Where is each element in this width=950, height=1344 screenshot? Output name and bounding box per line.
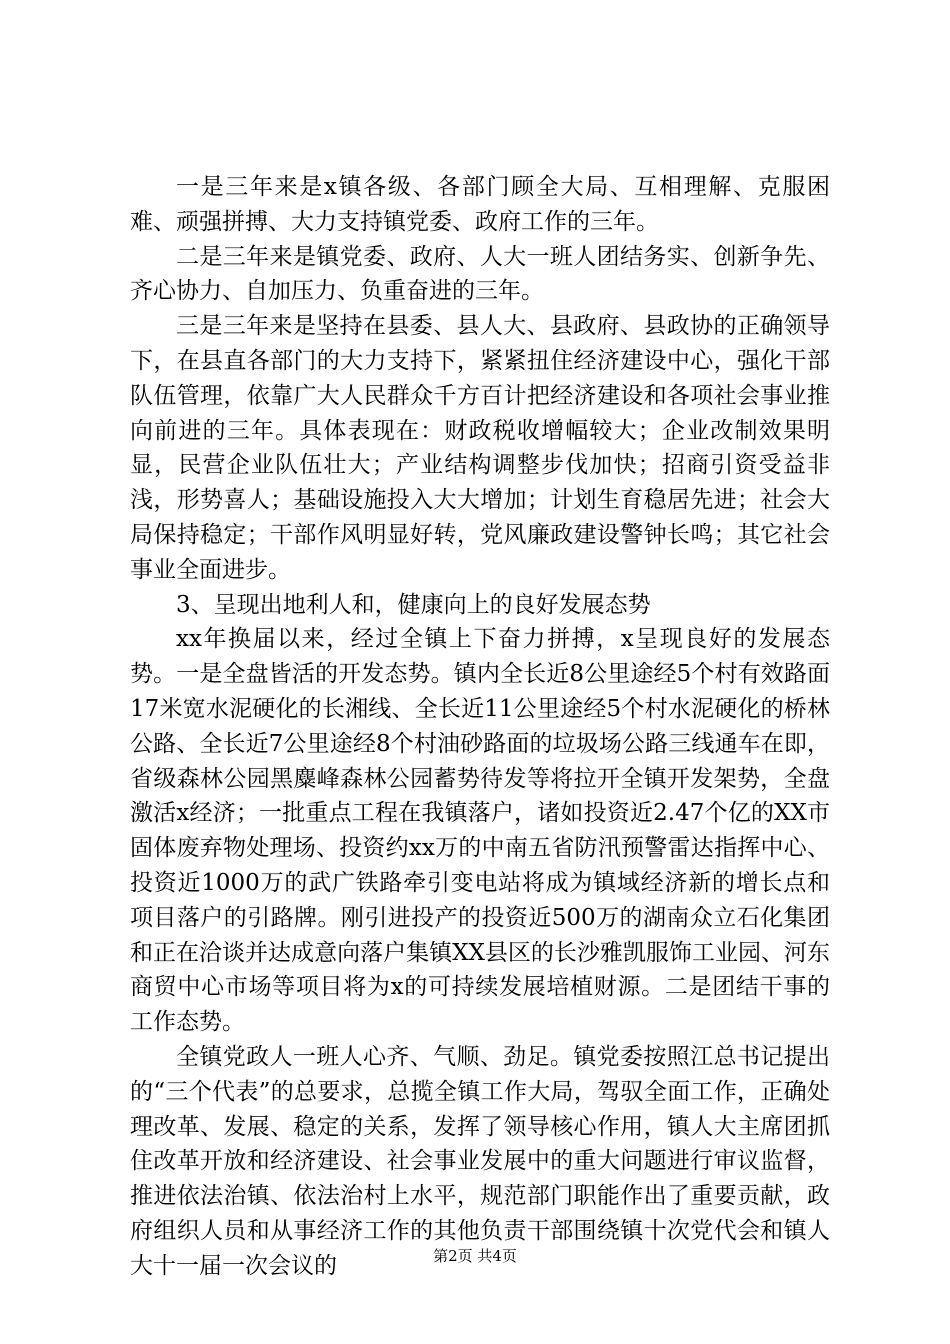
paragraph-2: 二是三年来是镇党委、政府、人大一班人团结务实、创新争先、齐心协力、自加压力、负重奋进的三年。 [130,243,830,305]
paragraph-5: 全镇党政人一班人心齐、气顺、劲足。镇党委按照江总书记提出的“三个代表”的总要求，总揽全镇工作大局，驾驭全面工作，正确处理改革、发展、稳定的关系，发挥了领导核心作用，镇人大主席团抓住改革开放和经济建设、社会事业发展中的重大问题进行审议监督，推进依法治镇、依法治村上水平，规范部门职能作出了重要贡献，政府组织人员和从事经济工作的其他负责干部围绕镇十次党代会和镇人大十一届一次会议的 [130,1043,830,1279]
document-body [130,170,830,1284]
paragraph-1: 一是三年来是x镇各级、各部门顾全大局、互相理解、克服困难、顽强拼搏、大力支持镇党委、政府工作的三年。 [130,174,830,235]
paragraph-3: 三是三年来是坚持在县委、县人大、县政府、县政协的正确领导下，在县直各部门的大力支持下，紧紧扭住经济建设中心，强化干部队伍管理，依靠广大人民群众千方百计把经济建设和各项社会事业推向前进的三年。具体表现在：财政税收增幅较大；企业改制效果明显，民营企业队伍壮大；产业结构调整步伐加快；招商引资受益非浅，形势喜人；基础设施投入大大增加；计划生育稳居先进；社会大局保持稳定；干部作风明显好转，党风廉政建设警钟长鸣；其它社会事业全面进步。 [130,313,830,583]
page-number-footer: 第2页 共4页 [433,1247,517,1265]
paragraph-4: xx年换届以来，经过全镇上下奋力拼搏，x呈现良好的发展态势。一是全盘皆活的开发态势。镇内全长近8公里途经5个村有效路面17米宽水泥硬化的长湘线、全长近11公里途经5个村水泥硬化的桥林公路、全长近7公里途经8个村油砂路面的垃圾场公路三线通车在即，省级森林公园黑麋峰森林公园蓄势待发等将拉开全镇开发架势，全盘激活x经济；一批重点工程在我镇落户，诸如投资近2.47个亿的XX市固体废弃物处理场、投资约xx万的中南五省防汛预警雷达指挥中心、投资近1000万的武广铁路牵引变电站将成为镇域经济新的增长点和项目落户的引路牌。刚引进投产的投资近500万的湖南众立石化集团和正在洽谈并达成意向落户集镇XX县区的长沙雅凯服饰工业园、河东商贸中心市场等项目将为x的可持续发展培植财源。二是团结干事的工作态势。 [130,626,830,1036]
section-heading: 3、呈现出地利人和，健康向上的良好发展态势 [176,591,651,618]
